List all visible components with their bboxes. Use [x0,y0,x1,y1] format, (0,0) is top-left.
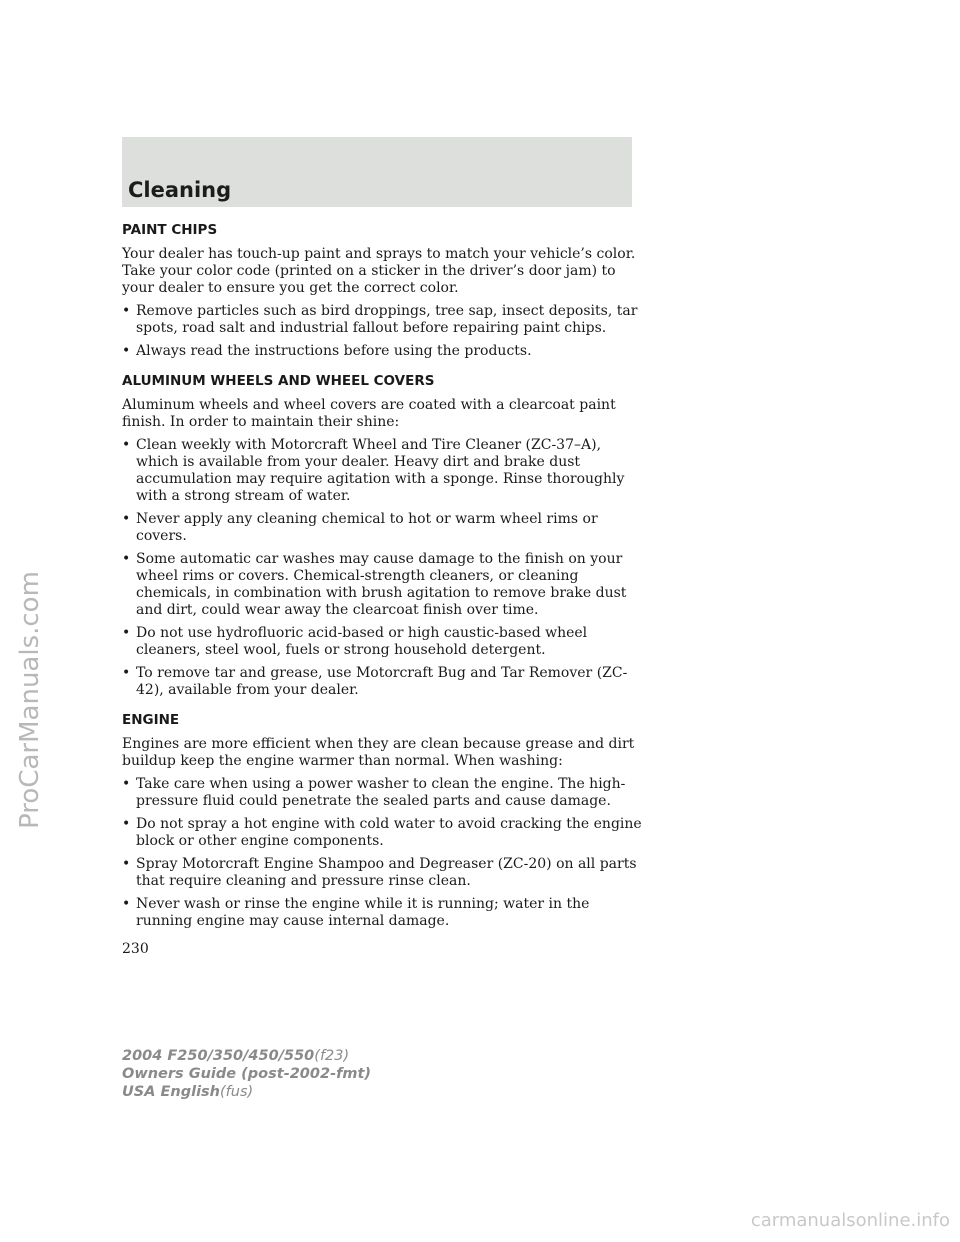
bullet-icon: • [122,303,131,319]
bullet-list [122,437,642,699]
bullet-text: Some automatic car washes may cause damage to the finish on your wheel rims or covers. Chemical-strength cleaners, or cleaning chemicals, in combination with brush agitation to remove brake dust and dirt, could wear away the clearcoat finish over time. [136,551,627,618]
bullet-text: Do not spray a hot engine with cold water to avoid cracking the engine block or other engine components. [136,816,642,849]
bullet-item [122,816,642,850]
footer-line-1 [122,1047,371,1065]
footer-language: USA English [122,1084,220,1100]
paragraph: Your dealer has touch-up paint and sprays to match your vehicle’s color. Take your color code (printed on a sticker in the driver’s door jam) to your dealer to ensure you get the correct color. [122,246,636,296]
bullet-icon: • [122,816,131,832]
bullet-icon: • [122,343,131,359]
bullet-item [122,776,642,810]
bullet-list [122,303,642,360]
bullet-item [122,343,642,360]
bullet-text: Always read the instructions before using the products. [136,343,532,359]
paragraph: Aluminum wheels and wheel covers are coated with a clearcoat paint finish. In order to maintain their shine: [122,397,616,430]
bullet-icon: • [122,665,131,681]
bullet-text: To remove tar and grease, use Motorcraft Bug and Tar Remover (ZC-42), available from your dealer. [136,665,628,698]
footer-model-code: (f23) [314,1048,350,1064]
page-title: Cleaning [128,178,232,202]
footer-line-3 [122,1083,371,1101]
bullet-item [122,856,642,890]
bullet-icon: • [122,437,131,453]
footer-model: 2004 F250/350/450/550 [122,1048,315,1064]
bullet-item [122,896,642,930]
bullet-icon: • [122,776,131,792]
bullet-text: Never wash or rinse the engine while it is running; water in the running engine may cause internal damage. [136,896,590,929]
paragraph: Engines are more efficient when they are clean because grease and dirt buildup keep the engine warmer than normal. When washing: [122,736,635,769]
bullet-text: Do not use hydrofluoric acid-based or high caustic-based wheel cleaners, steel wool, fuels or strong household detergent. [136,625,588,658]
bullet-text: Take care when using a power washer to clean the engine. The high-pressure fluid could penetrate the sealed parts and cause damage. [136,776,626,809]
content [122,222,642,943]
bullet-item [122,303,642,337]
bullet-text: Remove particles such as bird droppings, tree sap, insect deposits, tar spots, road salt and industrial fallout before repairing paint chips. [136,303,638,336]
bullet-icon: • [122,551,131,567]
footer-line-2 [122,1065,371,1083]
section-heading: PAINT CHIPS [122,222,218,238]
page-number: 230 [122,941,149,957]
footer [122,1047,371,1101]
side-watermark: ProCarManuals.com [15,571,45,829]
section-aluminum-wheels [122,373,642,699]
bullet-item [122,511,642,545]
bullet-icon: • [122,625,131,641]
bullet-list [122,776,642,930]
bullet-item [122,625,642,659]
section-paint-chips [122,222,642,360]
bottom-watermark: carmanualsonline.info [750,1210,950,1231]
bullet-icon: • [122,896,131,912]
bullet-item [122,551,642,619]
bullet-text: Clean weekly with Motorcraft Wheel and Tire Cleaner (ZC-37–A), which is available from your dealer. Heavy dirt and brake dust accumulation may require agitation with a sponge. Rinse thoroughly with a strong stream of water. [136,437,625,504]
section-heading: ENGINE [122,712,180,728]
section-heading: ALUMINUM WHEELS AND WHEEL COVERS [122,373,435,389]
section-engine [122,712,642,930]
footer-language-code: (fus) [220,1084,254,1100]
bullet-icon: • [122,856,131,872]
footer-guide: Owners Guide (post-2002-fmt) [122,1066,372,1082]
bullet-text: Never apply any cleaning chemical to hot or warm wheel rims or covers. [136,511,598,544]
bullet-text: Spray Motorcraft Engine Shampoo and Degreaser (ZC-20) on all parts that require cleaning and pressure rinse clean. [136,856,637,889]
bullet-item [122,437,642,505]
bullet-icon: • [122,511,131,527]
bullet-item [122,665,642,699]
